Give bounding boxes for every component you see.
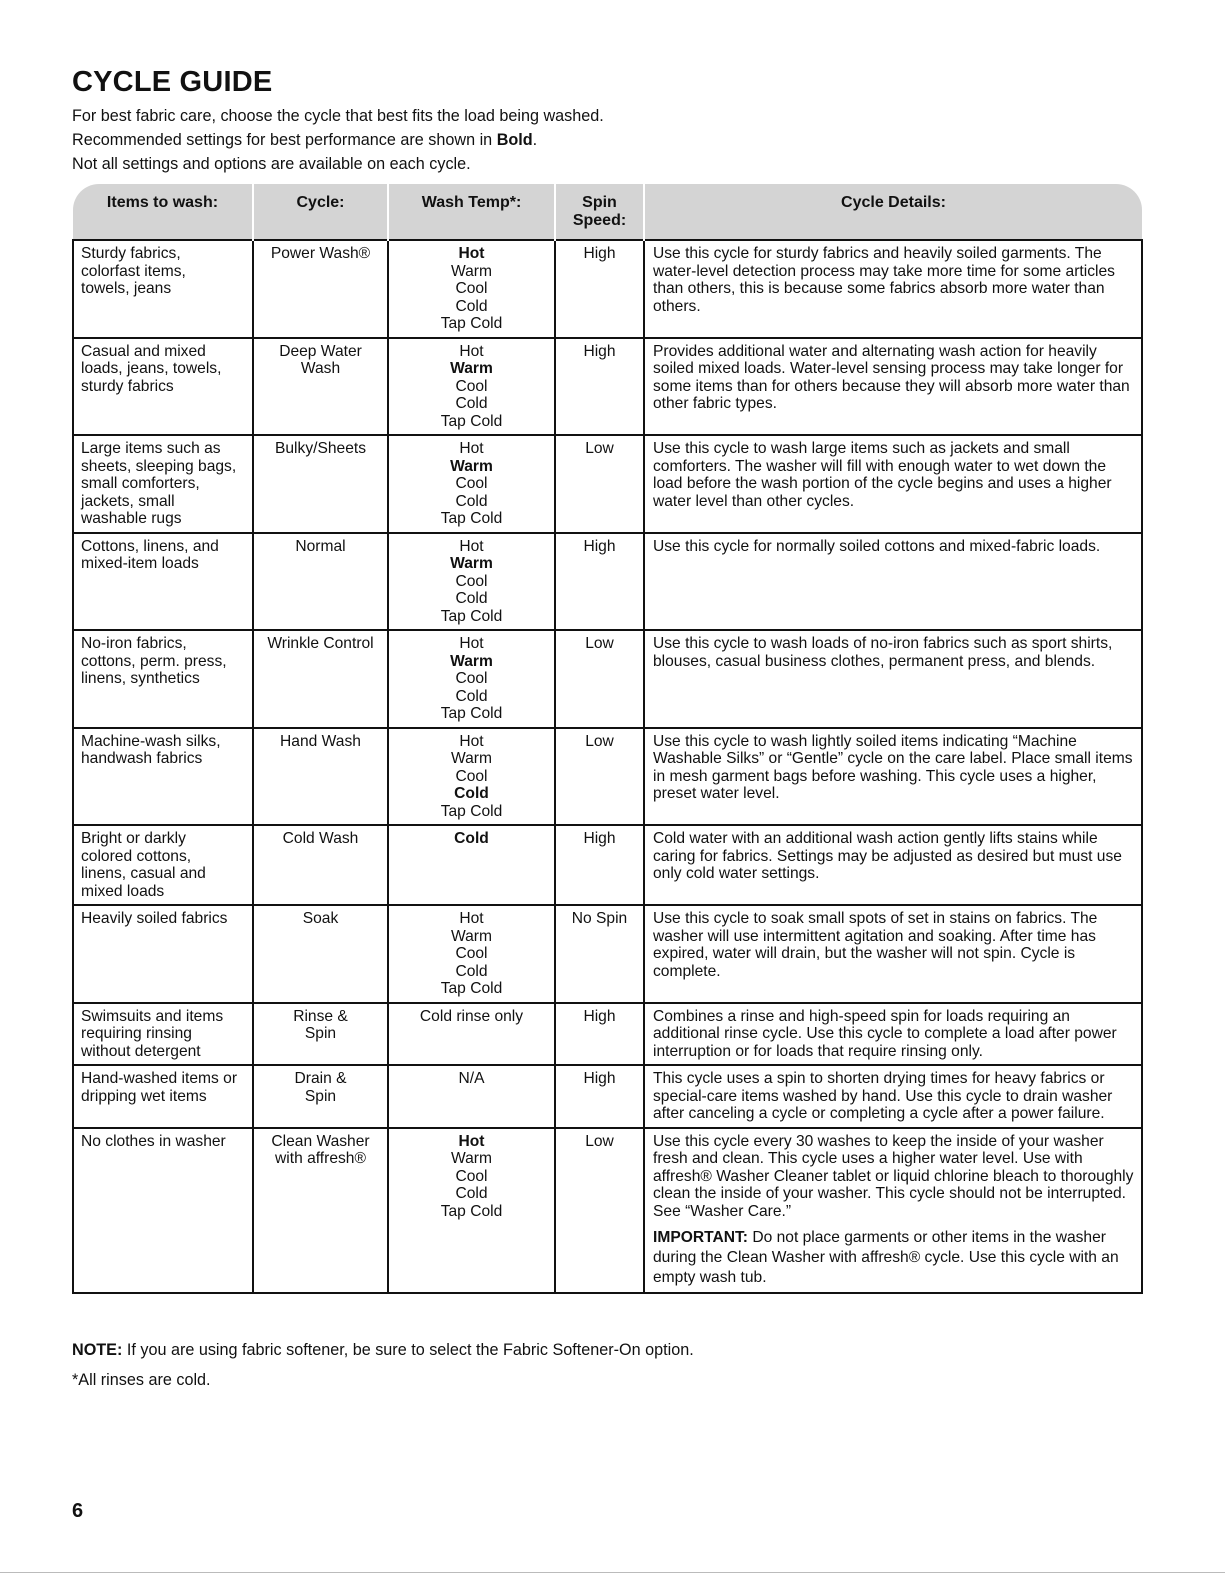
wash-temp-option: Hot xyxy=(458,245,485,262)
wash-temp-option: Warm xyxy=(450,457,493,475)
important-text: Do not place garments or other items in the washer during the Clean Washer with affresh® cycle. Use this cycle with an empty wash tub. xyxy=(653,1229,1119,1286)
wash-temp-cell xyxy=(388,240,555,338)
items-to-wash-cell xyxy=(73,338,253,436)
fabric-softener-note xyxy=(72,1335,694,1365)
cycle-details-text: Use this cycle every 30 washes to keep the inside of your washer fresh and clean. This cycle uses a higher water level. Use with affresh® Washer Cleaner tablet or liquid chlorine bleach to thoroughly clean the inside of your washer. This cycle should not be interrupted. See “Washer Care.” xyxy=(653,1132,1134,1220)
spin-speed-cell: Low xyxy=(555,1128,644,1294)
text-line: linens, synthetics xyxy=(81,670,200,687)
intro-line-2-prefix: Recommended settings for best performance are shown in xyxy=(72,131,497,149)
cycle-details-text: Use this cycle for sturdy fabrics and heavily soiled garments. The water-level detection process may take more time for some articles than others, this is because some fabrics absorb more water than others. xyxy=(653,245,1115,315)
wash-temp-option: Cold xyxy=(455,297,488,315)
text-line: Swimsuits and items xyxy=(81,1007,224,1025)
text-line: Drain & xyxy=(294,1070,347,1087)
text-line: Power Wash® xyxy=(270,245,371,262)
cycle-details-text: This cycle uses a spin to shorten drying times for heavy fabrics or special-care items washed by hand. Use this cycle to drain washer after canceling a cycle or completing a cycle after a power failure. xyxy=(653,1070,1113,1122)
wash-temp-option: Cool xyxy=(455,475,488,492)
cycle-name-cell xyxy=(253,825,388,905)
text-line: small comforters, xyxy=(81,475,200,492)
text-line: sheets, sleeping bags, xyxy=(81,457,237,475)
items-to-wash-cell xyxy=(73,728,253,826)
wash-temp-option: Cold xyxy=(455,395,488,412)
spin-speed-cell: High xyxy=(555,825,644,905)
header-spin-speed xyxy=(555,184,644,240)
text-line: with affresh® xyxy=(275,1150,366,1167)
text-line: Sturdy fabrics, xyxy=(81,245,181,262)
wash-temp-option: Warm xyxy=(451,927,492,945)
items-to-wash-cell xyxy=(73,630,253,728)
cycle-name-cell xyxy=(253,905,388,1003)
table-row xyxy=(73,1065,1142,1128)
text-line: mixed loads xyxy=(81,882,165,900)
footer-notes xyxy=(72,1335,694,1395)
rinse-note: *All rinses are cold. xyxy=(72,1371,211,1389)
spin-speed-cell: No Spin xyxy=(555,905,644,1003)
text-line: Wrinkle Control xyxy=(267,635,374,652)
page-title: CYCLE GUIDE xyxy=(72,66,273,98)
wash-temp-option: Cool xyxy=(455,572,488,590)
cycle-name-cell xyxy=(253,533,388,631)
items-to-wash-cell xyxy=(73,905,253,1003)
text-line: without detergent xyxy=(81,1042,201,1060)
spin-speed-cell: High xyxy=(555,1065,644,1128)
text-line: No-iron fabrics, xyxy=(81,635,187,652)
wash-temp-option: Cool xyxy=(455,945,488,962)
cycle-details-cell xyxy=(644,240,1142,338)
items-to-wash-cell xyxy=(73,1003,253,1066)
wash-temp-option: Hot xyxy=(458,1132,485,1150)
cycle-name-cell xyxy=(253,1128,388,1294)
text-line: requiring rinsing xyxy=(81,1025,192,1042)
wash-temp-cell xyxy=(388,630,555,728)
cycle-name-cell xyxy=(253,630,388,728)
cycle-details-text: Use this cycle to wash lightly soiled items indicating “Machine Washable Silks” or “Gentle” cycle on the care label. Place small items in mesh garment bags before washing. This cycle uses a higher, preset water level. xyxy=(653,732,1133,802)
text-line: Rinse & xyxy=(293,1007,348,1025)
text-line: cottons, perm. press, xyxy=(81,652,227,670)
wash-temp-cell xyxy=(388,338,555,436)
spin-speed-cell: High xyxy=(555,240,644,338)
cycle-details-text: Use this cycle to soak small spots of set in stains on fabrics. The washer will use intermittent agitation and soaking. After time has expired, water will drain, but the washer will not spin. Cycle is complete. xyxy=(653,910,1098,980)
text-line: sturdy fabrics xyxy=(81,377,174,395)
text-line: Large items such as xyxy=(81,440,221,457)
items-to-wash-cell xyxy=(73,1128,253,1294)
wash-temp-cell xyxy=(388,533,555,631)
cycle-details-cell xyxy=(644,338,1142,436)
cycle-details-cell xyxy=(644,728,1142,826)
wash-temp-option: Cold xyxy=(455,687,488,705)
spin-speed-cell: High xyxy=(555,338,644,436)
wash-temp-option: Cold rinse only xyxy=(419,1007,524,1025)
header-items-to-wash xyxy=(73,184,253,240)
text-line: Speed: xyxy=(572,212,627,229)
wash-temp-option: Tap Cold xyxy=(440,607,503,625)
text-line: loads, jeans, towels, xyxy=(81,360,222,377)
cycle-name-cell xyxy=(253,435,388,533)
text-line: Wash Temp*: xyxy=(421,194,522,211)
wash-temp-option: Warm xyxy=(450,555,493,572)
wash-temp-option: Cold xyxy=(454,830,489,847)
text-line: Cycle Details: xyxy=(841,194,946,211)
text-line: Normal xyxy=(295,537,346,555)
text-line: mixed-item loads xyxy=(81,555,199,572)
text-line: Cottons, linens, and xyxy=(81,537,219,555)
text-line: Bulky/Sheets xyxy=(274,440,366,457)
wash-temp-option: Hot xyxy=(459,342,484,360)
wash-temp-option: Warm xyxy=(450,652,493,670)
wash-temp-option: Hot xyxy=(459,635,484,652)
important-label: IMPORTANT: xyxy=(653,1229,748,1246)
text-line: Bright or darkly xyxy=(81,830,186,847)
page-bottom-rule xyxy=(0,1572,1225,1573)
text-line: towels, jeans xyxy=(81,280,172,297)
items-to-wash-cell xyxy=(73,533,253,631)
text-line: dripping wet items xyxy=(81,1087,207,1105)
cycle-details-cell xyxy=(644,1003,1142,1066)
header-label xyxy=(107,184,218,212)
spin-speed-cell: Low xyxy=(555,435,644,533)
text-line: washable rugs xyxy=(81,510,182,527)
text-line: colorfast items, xyxy=(81,262,186,280)
wash-temp-option: Warm xyxy=(451,750,492,767)
text-line: Cold Wash xyxy=(282,830,359,847)
cycle-details-text: Use this cycle to wash large items such as jackets and small comforters. The washer will fill with enough water to wet down the load before the wash portion of the cycle begins and uses a higher water level than other cycles. xyxy=(653,440,1112,510)
page-number: 6 xyxy=(72,1500,84,1522)
text-line: Spin xyxy=(304,1025,337,1042)
header-wash-temp xyxy=(388,184,555,240)
wash-temp-option: Hot xyxy=(459,537,484,555)
header-label xyxy=(573,184,626,230)
cycle-details-text: Cold water with an additional wash action gently lifts stains while caring for fabrics. Settings may be adjusted as desired but must use only cold water settings. xyxy=(653,830,1122,882)
table-header xyxy=(73,184,1142,240)
text-line: jackets, small xyxy=(81,492,175,510)
text-line: Heavily soiled fabrics xyxy=(81,910,228,927)
cycle-name-cell xyxy=(253,1065,388,1128)
wash-temp-option: Tap Cold xyxy=(440,510,503,527)
header-cycle xyxy=(253,184,388,240)
wash-temp-option: Cool xyxy=(455,670,488,687)
cycle-name-cell xyxy=(253,240,388,338)
important-note xyxy=(653,1228,1135,1288)
cycle-name-cell xyxy=(253,338,388,436)
wash-temp-option: Hot xyxy=(459,732,484,750)
text-line: Spin xyxy=(582,194,617,211)
wash-temp-cell xyxy=(388,1128,555,1294)
table-row xyxy=(73,728,1142,826)
wash-temp-option: Warm xyxy=(451,1150,492,1167)
wash-temp-cell xyxy=(388,1003,555,1066)
text-line: Hand Wash xyxy=(280,732,361,750)
wash-temp-option: Cool xyxy=(455,280,488,297)
wash-temp-option: Tap Cold xyxy=(440,802,503,820)
table-row xyxy=(73,338,1142,436)
wash-temp-option: Tap Cold xyxy=(440,980,503,997)
spin-speed-cell: High xyxy=(555,533,644,631)
cycle-details-cell xyxy=(644,825,1142,905)
cycle-name-cell xyxy=(253,728,388,826)
items-to-wash-cell xyxy=(73,1065,253,1128)
table-row xyxy=(73,825,1142,905)
table-body xyxy=(73,240,1142,1293)
intro-line-2 xyxy=(72,128,604,152)
wash-temp-option: Hot xyxy=(459,910,484,927)
text-line: Clean Washer xyxy=(271,1132,370,1150)
wash-temp-cell xyxy=(388,435,555,533)
text-line: Cycle: xyxy=(296,194,345,211)
cycle-details-text: Provides additional water and alternating wash action for heavily soiled mixed loads. Water-level sensing process may take longer for some items than for others because they will absorb more water than other fabric types. xyxy=(653,342,1130,412)
header-cycle-details xyxy=(644,184,1142,240)
wash-temp-option: Tap Cold xyxy=(440,412,503,430)
cycle-details-text: Combines a rinse and high-speed spin for loads requiring an additional rinse cycle. Use this cycle to complete a load after power interruption or for loads that require rinsing only. xyxy=(653,1007,1117,1060)
cycle-details-cell xyxy=(644,435,1142,533)
table-row xyxy=(73,630,1142,728)
text-line: Deep Water xyxy=(279,342,362,360)
spin-speed-cell: Low xyxy=(555,728,644,826)
note-label: NOTE: xyxy=(72,1341,123,1359)
wash-temp-option: Cold xyxy=(455,962,488,980)
cycle-details-text: Use this cycle to wash loads of no-iron fabrics such as sport shirts, blouses, casual business clothes, permanent press, and blends. xyxy=(653,635,1113,670)
wash-temp-option: Warm xyxy=(450,360,493,377)
table-row xyxy=(73,1003,1142,1066)
wash-temp-cell xyxy=(388,825,555,905)
wash-temp-option: Cold xyxy=(455,1185,488,1202)
wash-temp-option: Cold xyxy=(455,590,488,607)
wash-temp-option: Cool xyxy=(455,1167,488,1185)
cycle-guide-table xyxy=(72,184,1143,1294)
cycle-details-cell xyxy=(644,630,1142,728)
text-line: colored cottons, xyxy=(81,847,192,865)
wash-temp-option: Tap Cold xyxy=(440,315,503,332)
cycle-details-cell xyxy=(644,1128,1142,1294)
table-row xyxy=(73,240,1142,338)
header-label xyxy=(841,184,946,212)
wash-temp-option: Cold xyxy=(455,492,488,510)
wash-temp-option: N/A xyxy=(458,1070,485,1087)
intro-text xyxy=(72,104,604,176)
wash-temp-cell xyxy=(388,1065,555,1128)
table-row xyxy=(73,533,1142,631)
cycle-details-text: Use this cycle for normally soiled cottons and mixed-fabric loads. xyxy=(653,537,1101,555)
intro-line-1: For best fabric care, choose the cycle that best fits the load being washed. xyxy=(72,107,604,125)
intro-line-2-suffix: . xyxy=(532,131,538,149)
text-line: Spin xyxy=(304,1087,337,1105)
wash-temp-option: Warm xyxy=(451,262,492,280)
table-row xyxy=(73,905,1142,1003)
cycle-details-cell xyxy=(644,1065,1142,1128)
items-to-wash-cell xyxy=(73,825,253,905)
header-label xyxy=(296,184,344,212)
text-line: handwash fabrics xyxy=(81,750,203,767)
text-line: linens, casual and xyxy=(81,865,206,882)
cycle-name-cell xyxy=(253,1003,388,1066)
spin-speed-cell: High xyxy=(555,1003,644,1066)
wash-temp-cell xyxy=(388,728,555,826)
intro-bold-word: Bold xyxy=(496,131,533,149)
text-line: Machine-wash silks, xyxy=(81,732,221,750)
text-line: Casual and mixed xyxy=(81,342,206,360)
wash-temp-option: Cold xyxy=(454,785,489,802)
wash-temp-option: Tap Cold xyxy=(440,705,503,722)
header-label xyxy=(422,184,522,212)
cycle-details-cell xyxy=(644,905,1142,1003)
items-to-wash-cell xyxy=(73,435,253,533)
text-line: Items to wash: xyxy=(106,194,219,211)
note-text: If you are using fabric softener, be sure to select the Fabric Softener-On option. xyxy=(122,1341,694,1359)
intro-line-3: Not all settings and options are available on each cycle. xyxy=(72,155,471,173)
items-to-wash-cell xyxy=(73,240,253,338)
text-line: No clothes in washer xyxy=(81,1132,226,1150)
wash-temp-option: Tap Cold xyxy=(440,1202,503,1220)
cycle-details-cell xyxy=(644,533,1142,631)
spin-speed-cell: Low xyxy=(555,630,644,728)
wash-temp-option: Cool xyxy=(455,767,488,785)
text-line: Soak xyxy=(302,910,339,927)
wash-temp-option: Hot xyxy=(459,440,484,457)
text-line: Hand-washed items or xyxy=(81,1070,238,1087)
wash-temp-cell xyxy=(388,905,555,1003)
text-line: Wash xyxy=(300,360,341,377)
table-row xyxy=(73,435,1142,533)
table-row xyxy=(73,1128,1142,1294)
wash-temp-option: Cool xyxy=(455,377,488,395)
